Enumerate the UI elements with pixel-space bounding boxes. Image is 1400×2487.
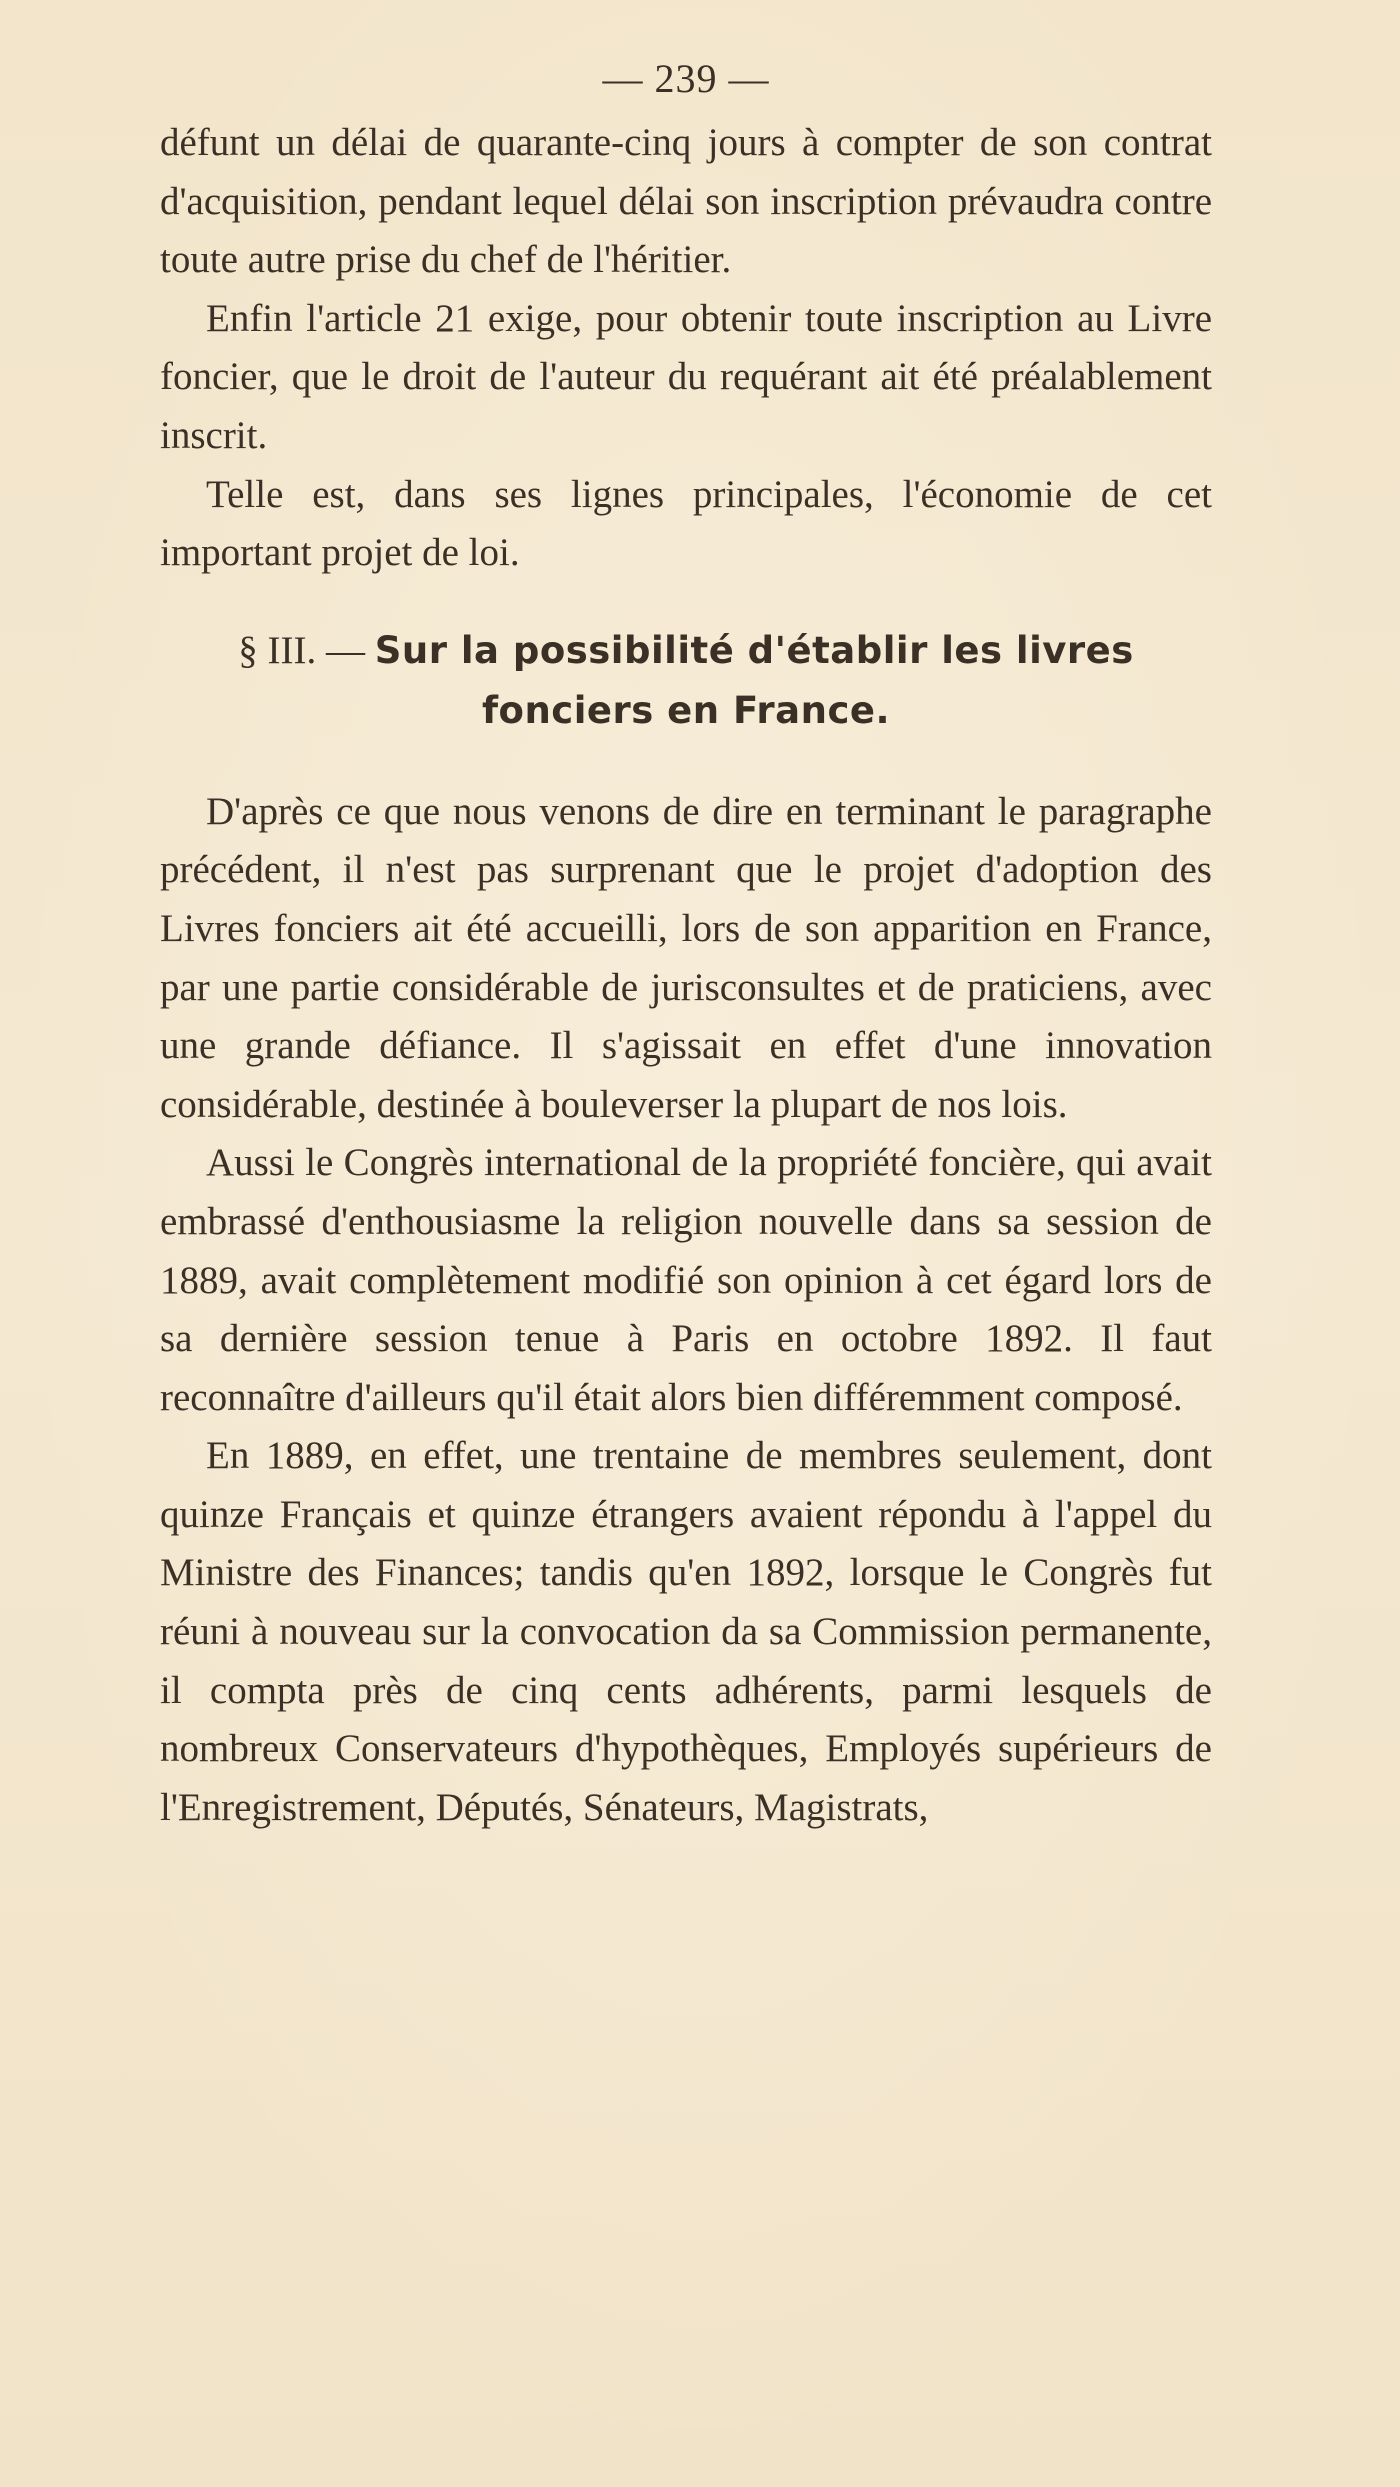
section-heading-line-1: [160, 621, 1212, 681]
section-mark: § III. —: [238, 628, 365, 672]
paragraph-3: Telle est, dans ses lignes principales, l'économie de cet important projet de loi.: [160, 472, 1212, 575]
paragraph-5: Aussi le Congrès international de la propriété foncière, qui avait embrassé d'enthousiasme la religion nouvelle dans sa session de 1889, avait complètement modifié son opinion à cet égard lors de sa dernière session tenue à Paris en octobre 1892. Il faut reconnaître d'ailleurs qu'il était alors bien différemment composé.: [160, 1141, 1212, 1419]
paragraph-4: D'après ce que nous venons de dire en terminant le paragraphe précédent, il n'est pas surprenant que le projet d'adoption des Livres fonciers ait été accueilli, lors de son apparition en France, par une partie considérable de jurisconsultes et de praticiens, avec une grande défiance. Il s'agissait en effet d'une innovation considérable, destinée à bouleverser la plupart de nos lois.: [160, 789, 1212, 1126]
page-number: — 239 —: [602, 56, 770, 101]
paragraph-2: Enfin l'article 21 exige, pour obtenir toute inscription au Livre foncier, que le droit de l'auteur du requérant ait été préalablement inscrit.: [160, 296, 1212, 457]
section-title-part-1: Sur la possibilité d'établir les livres: [374, 628, 1134, 672]
section-title-part-2: fonciers en France.: [481, 688, 891, 732]
paragraph-1: défunt un délai de quarante-cinq jours à compter de son contrat d'acquisition, pendant lequel délai son inscription prévaudra contre toute autre prise du chef de l'héritier.: [160, 121, 1212, 282]
paragraph-6: En 1889, en effet, une trentaine de membres seulement, dont quinze Français et quinze étrangers avaient répondu à l'appel du Ministre des Finances; tandis qu'en 1892, lorsque le Congrès fut réuni à nouveau sur la convocation da sa Commission permanente, il compta près de cinq cents adhérents, parmi lesquels de nombreux Conservateurs d'hypothèques, Employés supérieurs de l'Enregistrement, Députés, Sénateurs, Magistrats,: [160, 1434, 1212, 1829]
section-heading: [160, 621, 1212, 741]
page-content: [160, 52, 1212, 1837]
